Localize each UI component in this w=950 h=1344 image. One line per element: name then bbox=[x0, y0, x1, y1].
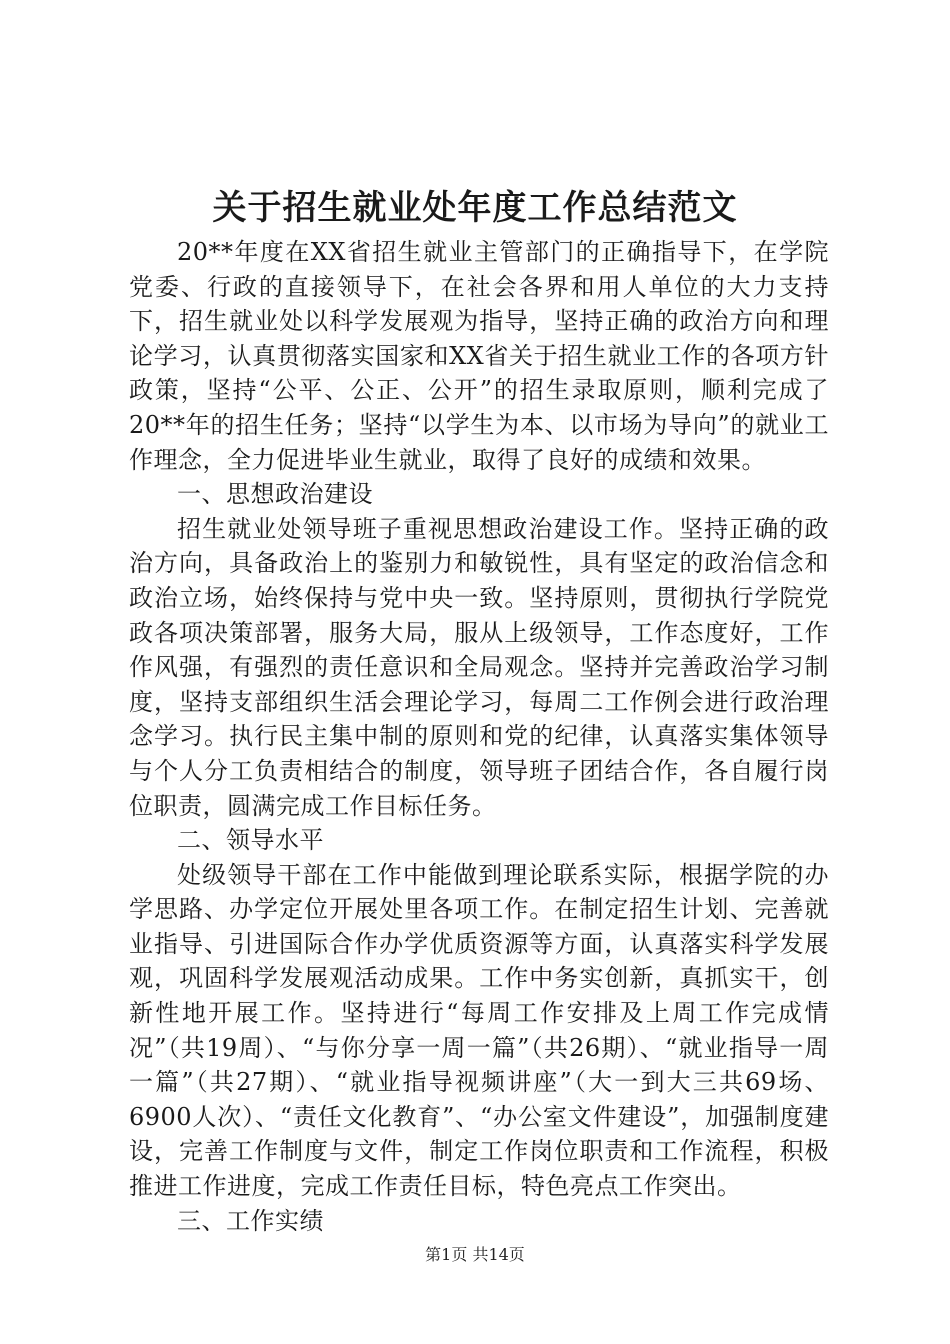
document-body bbox=[129, 235, 829, 1238]
intro-paragraph: 20**年度在XX省招生就业主管部门的正确指导下，在学院党委、行政的直接领导下，在社会各界和用人单位的大力支持下，招生就业处以科学发展观为指导，坚持正确的政治方向和理论学习，认真贯彻落实国家和XX省关于招生就业工作的各项方针政策，坚持“公平、公正、公开”的招生录取原则，顺利完成了20**年的招生任务；坚持“以学生为本、以市场为导向”的就业工作理念，全力促进毕业生就业，取得了良好的成绩和效果。 bbox=[129, 238, 829, 474]
document-title: 关于招生就业处年度工作总结范文 bbox=[212, 188, 738, 228]
section-2-paragraph: 处级领导干部在工作中能做到理论联系实际，根据学院的办学思路、办学定位开展处里各项工作。在制定招生计划、完善就业指导、引进国际合作办学优质资源等方面，认真落实科学发展观，巩固科学发展观活动成果。工作中务实创新，真抓实干，创新性地开展工作。坚持进行“每周工作安排及上周工作完成情况”（共19周）、“与你分享一周一篇”（共26期）、“就业指导一周一篇”（共27期）、“就业指导视频讲座”（大一到大三共69场、6900人次）、“责任文化教育”、“办公室文件建设”，加强制度建设，完善工作制度与文件，制定工作岗位职责和工作流程，积极推进工作进度，完成工作责任目标，特色亮点工作突出。 bbox=[129, 860, 829, 1201]
section-heading-2: 二、领导水平 bbox=[177, 826, 324, 855]
page-number-footer: 第1页 共14页 bbox=[425, 1245, 525, 1264]
section-heading-1: 一、思想政治建设 bbox=[177, 480, 373, 509]
section-heading-3: 三、工作实绩 bbox=[177, 1206, 324, 1235]
section-1-paragraph: 招生就业处领导班子重视思想政治建设工作。坚持正确的政治方向，具备政治上的鉴别力和敏锐性，具有坚定的政治信念和政治立场，始终保持与党中央一致。坚持原则，贯彻执行学院党政各项决策部署，服务大局，服从上级领导，工作态度好，工作作风强，有强烈的责任意识和全局观念。坚持并完善政治学习制度，坚持支部组织生活会理论学习，每周二工作例会进行政治理念学习。执行民主集中制的原则和党的纪律，认真落实集体领导与个人分工负责相结合的制度，领导班子团结合作，各自履行岗位职责，圆满完成工作目标任务。 bbox=[129, 514, 829, 820]
